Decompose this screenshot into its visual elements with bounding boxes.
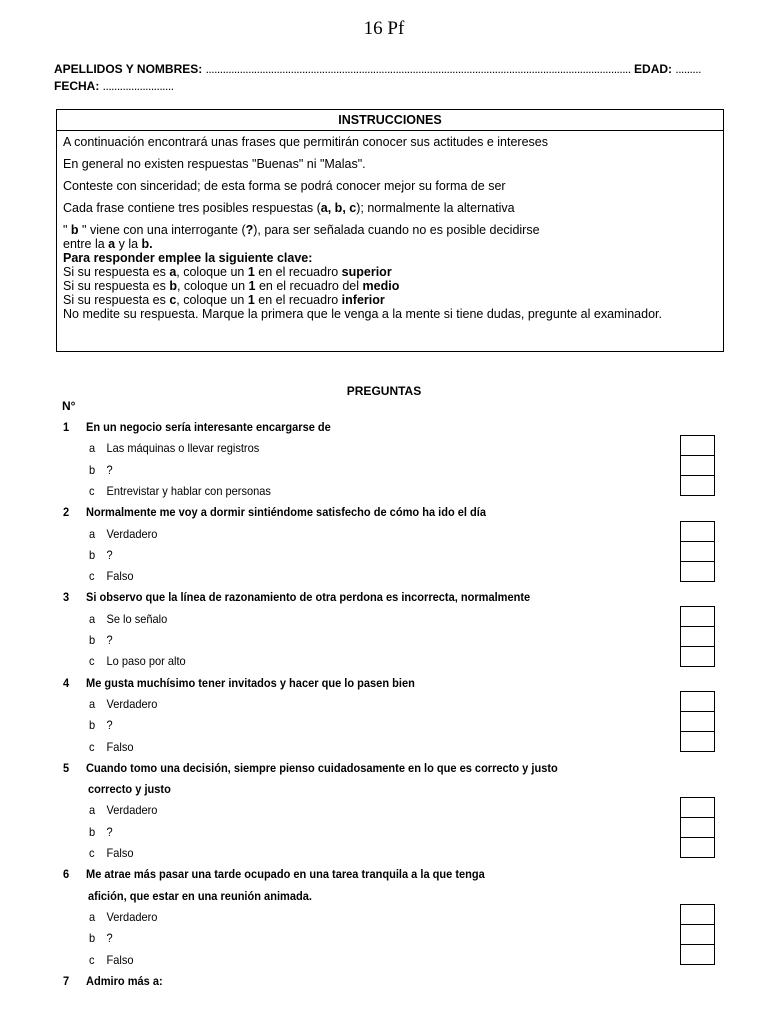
text-run: ), para ser señalada cuando no es posible decidirse xyxy=(253,223,540,237)
instruction-final: No medite su respuesta. Marque la primera que le venga a la mente si tiene dudas, pregunte al examinador. xyxy=(63,307,662,321)
option-letter: a xyxy=(89,696,96,711)
text-run: Si su respuesta es xyxy=(63,293,170,307)
question-continuation: afición, que estar en una reunión animada. xyxy=(88,888,312,903)
option-letter: b xyxy=(89,931,96,946)
answer-boxes xyxy=(680,904,715,965)
option-letter: a xyxy=(89,611,96,626)
date-row xyxy=(54,79,174,93)
text-run: 1 xyxy=(247,265,255,279)
text-run: , coloque un xyxy=(176,293,248,307)
text-run: en el recuadro del xyxy=(255,279,363,293)
text-run: inferior xyxy=(341,293,385,307)
questions-title: PREGUNTAS xyxy=(346,384,422,398)
option-letter: a xyxy=(89,441,96,456)
answer-boxes xyxy=(680,691,715,752)
question-text xyxy=(63,974,163,988)
text-run: a, b, c xyxy=(320,201,357,215)
instruction-line xyxy=(63,201,717,215)
question-number: 2 xyxy=(63,505,70,520)
option-letter: a xyxy=(89,526,96,541)
option-text: Se lo señalo xyxy=(106,611,168,626)
option-text: ? xyxy=(106,718,113,733)
answer-option xyxy=(89,931,113,945)
instruction-line: Conteste con sinceridad; de esta forma se podrá conocer mejor su forma de ser xyxy=(63,179,506,193)
option-letter: b xyxy=(89,718,96,733)
answer-option xyxy=(89,846,133,860)
answer-option xyxy=(89,953,133,967)
text-run: Cada frase contiene tres posibles respuestas ( xyxy=(63,201,321,215)
question-label: Admiro más a: xyxy=(86,973,163,988)
option-text: Verdadero xyxy=(106,803,158,818)
text-run: ? xyxy=(245,223,254,237)
question-text xyxy=(63,590,530,604)
option-letter: b xyxy=(89,462,96,477)
age-field[interactable]: ......... xyxy=(675,62,701,76)
answer-option xyxy=(89,612,167,626)
option-letter: c xyxy=(89,739,95,754)
answer-option xyxy=(89,484,271,498)
text-run: , coloque un xyxy=(176,279,249,293)
option-text: Las máquinas o llevar registros xyxy=(106,441,260,456)
answer-option xyxy=(89,697,157,711)
option-text: Entrevistar y hablar con personas xyxy=(106,483,271,498)
answer-option xyxy=(89,825,113,839)
option-letter: a xyxy=(89,803,96,818)
answer-box-a[interactable] xyxy=(680,521,715,542)
answer-box-a[interactable] xyxy=(680,797,715,818)
text-run: c xyxy=(169,293,177,307)
question-number: 4 xyxy=(63,675,70,690)
age-label: EDAD: xyxy=(634,62,673,76)
question-text xyxy=(63,420,331,434)
option-text: Verdadero xyxy=(106,526,158,541)
names-field[interactable]: ...................................................................................................................................................... xyxy=(205,62,631,76)
answer-option xyxy=(89,803,157,817)
text-run: superior xyxy=(341,265,392,279)
question-label: Si observo que la línea de razonamiento de otra perdona es incorrecta, normalmente xyxy=(86,590,531,605)
option-text: ? xyxy=(106,633,113,647)
text-run: b xyxy=(70,223,79,237)
text-run: ); normalmente la alternativa xyxy=(356,201,515,215)
question-number: 5 xyxy=(63,760,70,775)
answer-box-b[interactable] xyxy=(680,455,715,476)
question-continuation: correcto y justo xyxy=(88,782,171,797)
instruction-line: En general no existen respuestas "Buenas" ni "Malas". xyxy=(63,157,366,171)
question-label: Normalmente me voy a dormir sintiéndome satisfecho de cómo ha ido el día xyxy=(86,505,486,520)
answer-box-c[interactable] xyxy=(680,837,715,858)
answer-option xyxy=(89,654,186,668)
answer-boxes xyxy=(680,797,715,858)
answer-boxes xyxy=(680,606,715,667)
option-text: ? xyxy=(106,824,113,839)
text-run: 1 xyxy=(247,293,255,307)
option-text: ? xyxy=(106,547,113,562)
text-run: " xyxy=(63,223,71,237)
answer-boxes xyxy=(680,435,715,496)
question-number: 1 xyxy=(63,420,70,434)
answer-option xyxy=(89,633,113,647)
answer-boxes xyxy=(680,521,715,582)
option-letter: b xyxy=(89,547,96,562)
names-row xyxy=(54,62,701,76)
option-text: Lo paso por alto xyxy=(106,654,186,669)
question-number: 3 xyxy=(63,590,70,605)
question-text xyxy=(63,676,415,690)
option-text: Falso xyxy=(106,569,134,584)
answer-option xyxy=(89,527,157,541)
option-text: Falso xyxy=(106,952,134,967)
answer-option xyxy=(89,463,113,477)
document-title: 16 Pf xyxy=(363,18,405,39)
answer-box-b[interactable] xyxy=(680,626,715,647)
answer-box-c[interactable] xyxy=(680,646,715,667)
question-label: Cuando tomo una decisión, siempre pienso cuidadosamente en lo que es correcto y justo xyxy=(86,760,558,775)
text-run: , coloque un xyxy=(176,265,248,279)
option-letter: a xyxy=(89,909,96,924)
option-text: ? xyxy=(106,931,113,946)
answer-box-c[interactable] xyxy=(680,561,715,582)
question-number: 6 xyxy=(63,867,70,882)
answer-box-a[interactable] xyxy=(680,606,715,627)
text-run: en el recuadro xyxy=(254,293,342,307)
answer-option xyxy=(89,740,133,754)
option-letter: c xyxy=(89,846,95,860)
answer-box-c[interactable] xyxy=(680,475,715,496)
option-letter: c xyxy=(89,483,95,498)
answer-box-b[interactable] xyxy=(680,924,715,945)
key-line-c xyxy=(63,293,717,307)
option-letter: c xyxy=(89,654,95,669)
option-text: Verdadero xyxy=(106,909,158,924)
text-run: Si su respuesta es xyxy=(63,279,170,293)
option-letter: b xyxy=(89,633,96,647)
question-number: 7 xyxy=(63,973,70,988)
answer-box-b[interactable] xyxy=(680,817,715,838)
option-letter: c xyxy=(89,569,95,584)
key-heading: Para responder emplee la siguiente clave: xyxy=(63,251,313,265)
instructions-heading: INSTRUCCIONES xyxy=(57,110,723,131)
instruction-line xyxy=(63,223,717,237)
key-line-a xyxy=(63,265,717,279)
date-label: FECHA: xyxy=(54,79,100,93)
option-letter: b xyxy=(89,824,96,839)
text-run: 1 xyxy=(248,279,256,293)
option-letter: c xyxy=(89,952,95,967)
option-text: Falso xyxy=(106,739,134,754)
option-text: Verdadero xyxy=(106,696,158,711)
answer-option xyxy=(89,569,133,583)
answer-box-b[interactable] xyxy=(680,541,715,562)
question-label: En un negocio sería interesante encargarse de xyxy=(86,420,331,434)
instruction-line: A continuación encontrará unas frases que permitirán conocer sus actitudes e intereses xyxy=(63,135,548,149)
answer-box-a[interactable] xyxy=(680,691,715,712)
answer-option xyxy=(89,910,157,924)
option-text: Falso xyxy=(106,846,134,860)
answer-option xyxy=(89,441,259,455)
option-text: ? xyxy=(106,462,113,477)
question-label: Me gusta muchísimo tener invitados y hacer que lo pasen bien xyxy=(86,675,415,690)
date-field[interactable]: ......................... xyxy=(102,79,174,93)
text-run: medio xyxy=(362,279,400,293)
answer-box-a[interactable] xyxy=(680,904,715,925)
question-label: Me atrae más pasar una tarde ocupado en una tarea tranquila a la que tenga xyxy=(86,867,485,882)
number-column-label: N° xyxy=(62,399,76,413)
instruction-line xyxy=(63,237,717,251)
key-line-b xyxy=(63,279,717,293)
question-text xyxy=(63,505,486,519)
answer-box-c[interactable] xyxy=(680,944,715,965)
text-run: y la xyxy=(115,237,142,251)
names-label: APELLIDOS Y NOMBRES: xyxy=(54,62,203,76)
answer-box-a[interactable] xyxy=(680,435,715,456)
text-run: Si su respuesta es xyxy=(63,265,170,279)
answer-box-c[interactable] xyxy=(680,731,715,752)
text-run: " viene con una interrogante ( xyxy=(78,223,246,237)
instructions-box xyxy=(56,109,724,352)
text-run: a xyxy=(108,237,116,251)
text-run: entre la xyxy=(63,237,109,251)
question-text xyxy=(63,761,558,775)
answer-box-b[interactable] xyxy=(680,711,715,732)
text-run: b xyxy=(169,279,177,293)
text-run: b. xyxy=(141,237,153,251)
text-run: a xyxy=(169,265,177,279)
answer-option xyxy=(89,548,113,562)
question-text xyxy=(63,867,485,881)
text-run: en el recuadro xyxy=(254,265,342,279)
answer-option xyxy=(89,718,113,732)
